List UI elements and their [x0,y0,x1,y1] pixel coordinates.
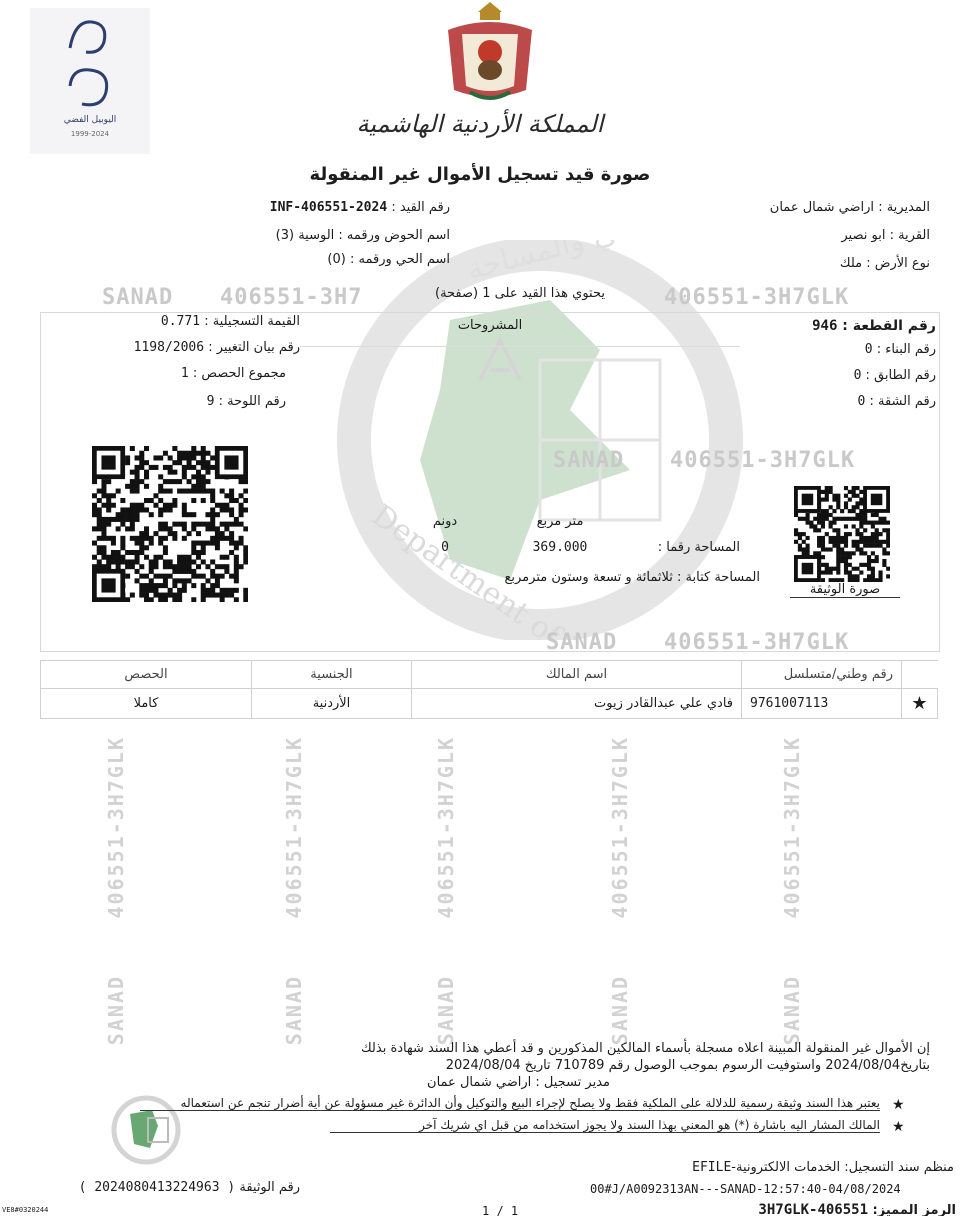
header-owner-name: اسم المالك [412,661,742,689]
watermark-vertical-sanad: SANAD [608,975,632,1046]
area-dunum-value: 0 [441,540,449,555]
access-code-value: 406551-3H7GLK [758,1202,869,1216]
apartment-row [740,394,936,409]
total-shares-label: مجموع الحصص : [192,366,286,381]
parcel-no-row [740,318,936,334]
area-text-row [340,570,760,585]
parcel-no-value: 946 [812,318,838,334]
note1-marker: ★ [892,1097,905,1113]
issuer-label: منظم سند التسجيل: الخدمات الالكترونية- [731,1160,954,1175]
header-nationality: الجنسية [252,661,412,689]
basin-value: الوسية (3) [275,228,335,243]
watermark-vertical-sanad: SANAD [780,975,804,1046]
building-label: رقم البناء : [876,342,936,357]
pages-note: يحتوي هذا القيد على 1 (صفحة) [435,286,605,301]
district-value: (0) [327,252,346,267]
area-text-value: ثلاثمائة و تسعة وستون مترمربع [504,570,673,585]
certification-line2: بتاريخ2024/08/04 واستوفيت الرسوم بموجب الوصول رقم 710789 تاريخ 2024/08/04 [445,1058,930,1073]
doc-no-value: ( 2024080413224963 ) [78,1180,236,1195]
total-shares-row [60,366,286,381]
registered-value-label: القيمة التسجيلية : [204,314,300,329]
note2: المالك المشار اليه باشارة (*) هو المعني بهذا السند ولا يجوز استخدامه من قبل اي شريك آخر [330,1118,880,1133]
owner-share: كاملا [41,689,252,719]
floor-label: رقم الطابق : [865,368,936,383]
watermark-vertical: 406551-3H7GLK [434,736,458,919]
record-no-value: 2024-INF-406551 [269,200,388,215]
apartment-value: 0 [857,394,866,409]
owner-name: فادي علي عبدالقادر زيوت [412,689,742,719]
watermark-vertical-sanad: SANAD [104,975,128,1046]
floor-value: 0 [853,368,862,383]
watermark-vertical: 406551-3H7GLK [104,736,128,919]
registered-value-row [60,314,300,329]
directorate-label: المديرية : [878,200,930,215]
owners-table-header [41,661,938,689]
header-marker-cell [902,661,938,689]
document-title: صورة قيد تسجيل الأموال غير المنقولة [309,164,651,185]
owners-table [40,660,938,719]
svg-text:اليوبيل الفضي: اليوبيل الفضي [63,115,117,125]
access-code-row [690,1202,956,1216]
header-share: الحصص [41,661,252,689]
area-numeric-label: المساحة رقما : [657,540,740,555]
area-text-label: المساحة كتابة : [677,570,760,585]
change-statement-label: رقم بيان التغيير : [208,340,300,355]
certification-line1: إن الأموال غير المنقولة المبينة اعلاه مسجلة بأسماء المالكين المذكورين و قد أعطي هذا السند شهادة بذلك [360,1041,930,1056]
watermark-code: 406551-3H7GLK [664,630,850,655]
watermark-vertical: 406551-3H7GLK [608,736,632,919]
certification-line3: مدير تسجيل : اراضي شمال عمان [427,1075,610,1090]
projects-label: المشروحات [457,318,523,333]
village-row [640,228,930,243]
watermark-code: 406551-3H7GLK [670,448,856,473]
access-code-label: الرمز المميز: [872,1203,956,1216]
table-row [41,689,938,719]
qr-code-icon[interactable] [92,446,248,602]
sqm-label: متر مربع [536,514,584,529]
parcel-no-label: رقم القطعة : [842,318,936,334]
land-type-value: ملك [839,256,863,271]
registered-value: 0.771 [160,314,201,329]
owner-national-id: 9761007113 [742,689,902,719]
apartment-label: رقم الشقة : [869,394,936,409]
directorate-value: اراضي شمال عمان [769,200,875,215]
basin-label: اسم الحوض ورقمه : [338,228,450,243]
area-sqm-value: 369.000 [532,540,588,555]
land-type-label: نوع الأرض : [866,256,930,271]
doc-no-row [30,1180,300,1195]
watermark-vertical-sanad: SANAD [434,975,458,1046]
small-ref: VE8#0320244 [2,1206,49,1214]
tracking-code: 00#J/A0092313AN---SANAD-12:57:40-04/08/2024 [590,1182,901,1196]
watermark-sanad: SANAD [553,448,625,473]
qr-code-small-icon[interactable] [794,486,890,582]
header-national-id: رقم وطني/متسلسل [742,661,902,689]
district-label: اسم الحي ورقمه : [350,252,450,267]
jubilee-emblem [30,8,150,154]
basin-row [150,228,450,243]
plate-label: رقم اللوحة : [218,394,286,409]
projects-divider [300,346,740,347]
watermark-sanad: SANAD [546,630,618,655]
total-shares-value: 1 [180,366,189,381]
page-number: 1 / 1 [482,1204,519,1216]
note1: يعتبر هذا السند وثيقة رسمية للدلالة على الملكية فقط ولا يصلح لإجراء البيع والتوكيل وأن الدائرة غير مسؤولة عن أية أضرار تنجم عن استعماله [140,1096,880,1111]
watermark-vertical: 406551-3H7GLK [282,736,306,919]
watermark-sanad: SANAD [102,285,174,310]
watermark-vertical: 406551-3H7GLK [780,736,804,919]
royal-crest-icon [440,0,540,108]
doc-no-label: رقم الوثيقة [239,1180,300,1195]
kingdom-name: المملكة الأردنية الهاشمية [356,110,604,138]
village-value: ابو نصير [841,228,886,243]
qr-caption-link[interactable]: صورة الوثيقة [790,582,900,598]
issuer-row [594,1160,954,1175]
change-statement-row [60,340,300,355]
note2-marker: ★ [892,1119,905,1135]
building-value: 0 [864,342,873,357]
plate-row [60,394,286,409]
watermark-vertical-sanad: SANAD [282,975,306,1046]
record-no-row [150,200,450,215]
change-statement-value: 1198/2006 [133,340,205,355]
plate-value: 9 [206,394,215,409]
village-label: القرية : [889,228,930,243]
issuer-value: EFILE [692,1160,732,1175]
district-row [150,252,450,267]
watermark-code-short: 406551-3H7 [220,285,363,310]
dunum-label: دونم [432,514,458,529]
floor-row [740,368,936,383]
land-type-row [640,256,930,271]
owner-nationality: الأردنية [252,689,412,719]
svg-text:1999-2024: 1999-2024 [70,130,110,138]
building-row [740,342,936,357]
record-no-label: رقم القيد : [391,200,450,215]
owner-marker: ★ [902,689,938,719]
certification-text [60,1040,930,1091]
watermark-code: 406551-3H7GLK [664,285,850,310]
directorate-row [640,200,930,215]
